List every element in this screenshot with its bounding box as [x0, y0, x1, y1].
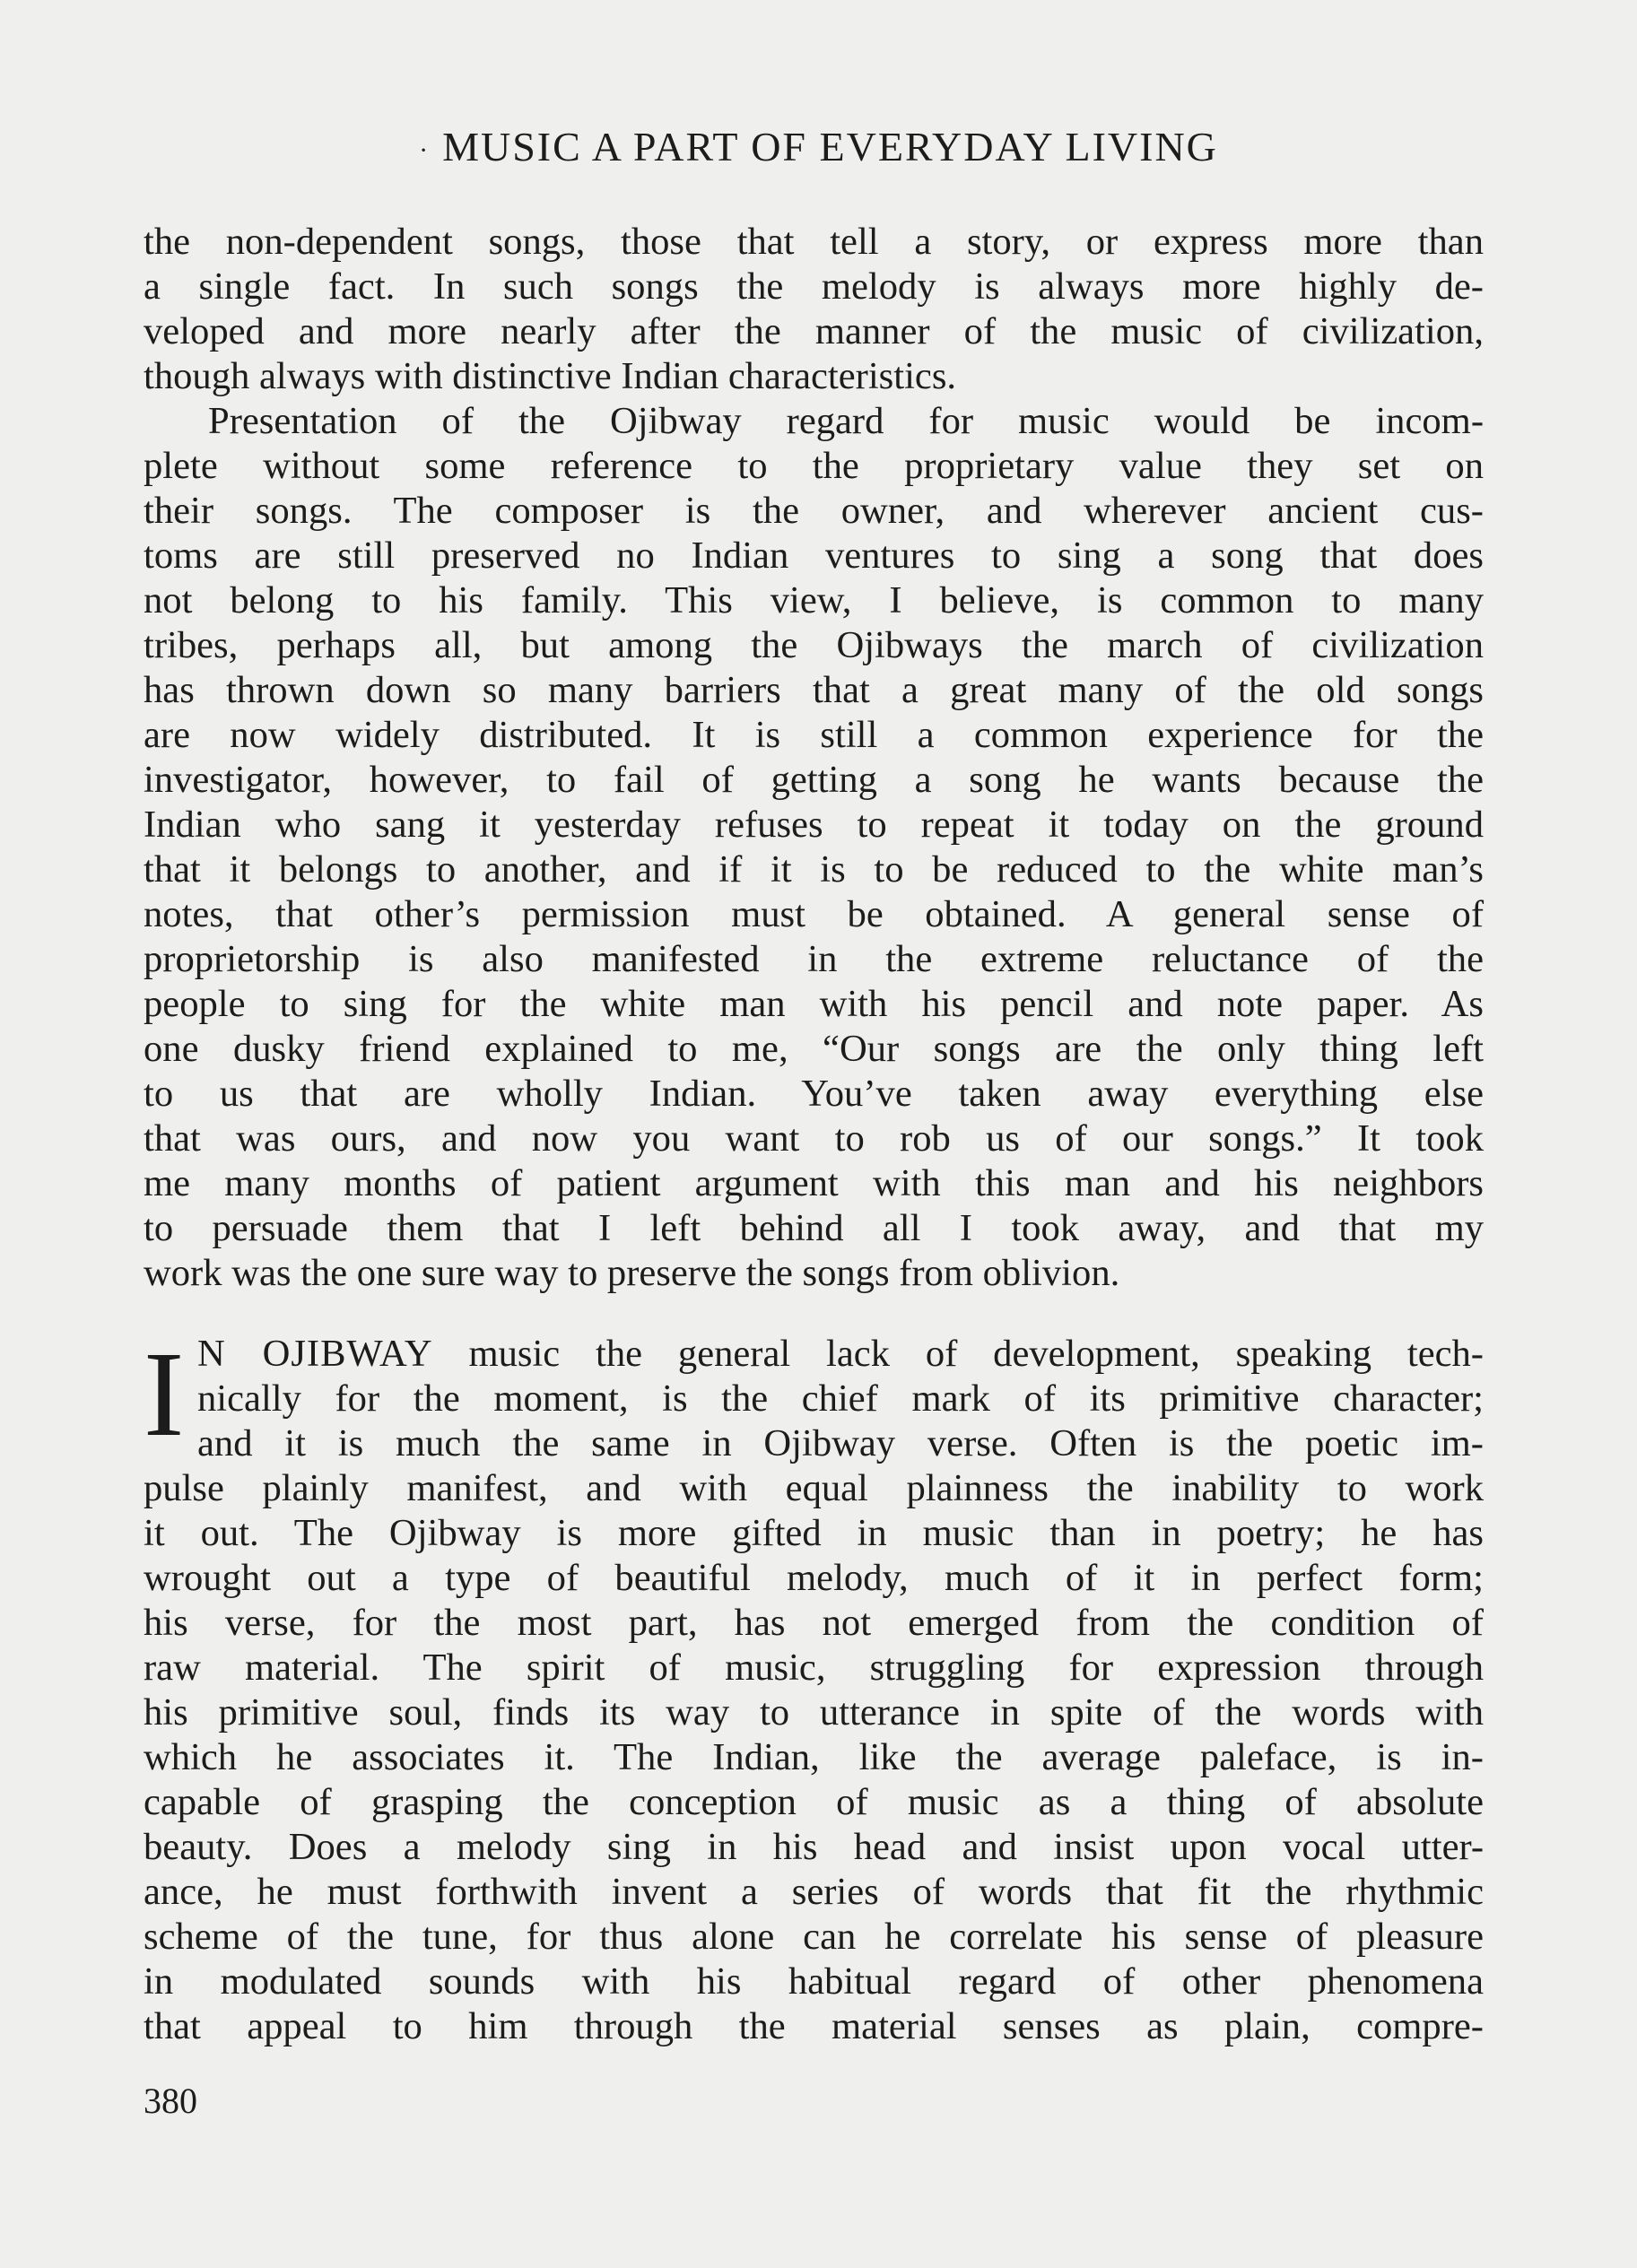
body-text-upper [144, 220, 1484, 1296]
drop-cap: I [144, 1337, 185, 1462]
text-line: his verse, for the most part, has not emerged from the condition of [144, 1602, 1484, 1644]
running-head-ornament: · [419, 135, 431, 166]
text-line: his primitive soul, finds its way to utterance in spite of the words with [144, 1691, 1484, 1734]
text-line: investigator, however, to fail of getting a song he wants because the [144, 759, 1484, 801]
text-line: veloped and more nearly after the manner of the music of civilization, [144, 310, 1484, 352]
text-line: proprietorship is also manifested in the extreme reluctance of the [144, 938, 1484, 980]
running-head [0, 120, 1637, 178]
text-line: scheme of the tune, for thus alone can he correlate his sense of pleasure [144, 1916, 1484, 1958]
running-head-text: MUSIC A PART OF EVERYDAY LIVING [442, 124, 1218, 169]
text-line: plete without some reference to the proprietary value they set on [144, 445, 1484, 487]
text-line: capable of grasping the conception of music as a thing of absolute [144, 1781, 1484, 1823]
text-line: me many months of patient argument with this man and his neighbors [144, 1162, 1484, 1204]
text-line [144, 1332, 1484, 1377]
text-line: the non-dependent songs, those that tell a story, or express more than [144, 221, 1484, 263]
page-number: 380 [144, 2081, 197, 2121]
text-line: not belong to his family. This view, I believe, is common to many [144, 579, 1484, 621]
text-line: raw material. The spirit of music, struggling for expression through [144, 1647, 1484, 1689]
text-line: a single fact. In such songs the melody is always more highly de- [144, 265, 1484, 308]
text-line: though always with distinctive Indian characteristics. [144, 355, 957, 397]
text-line: wrought out a type of beautiful melody, much of it in perfect form; [144, 1557, 1484, 1599]
body-text-lower [144, 1332, 1484, 2049]
text-line: in modulated sounds with his habitual regard of other phenomena [144, 1960, 1484, 2003]
text-line: work was the one sure way to preserve the songs from oblivion. [144, 1252, 1120, 1294]
text-line: Presentation of the Ojibway regard for music would be incom- [208, 400, 1484, 442]
text-line: that appeal to him through the material senses as plain, compre- [144, 2005, 1484, 2047]
text-line: notes, that other’s permission must be obtained. A general sense of [144, 893, 1484, 935]
text-line: people to sing for the white man with his pencil and note paper. As [144, 983, 1484, 1025]
text-line: that it belongs to another, and if it is to be reduced to the white man’s [144, 848, 1484, 891]
text-line: one dusky friend explained to me, “Our songs are the only thing left [144, 1028, 1484, 1070]
text-line: ance, he must forthwith invent a series of words that fit the rhythmic [144, 1871, 1484, 1913]
text-line: has thrown down so many barriers that a great many of the old songs [144, 669, 1484, 711]
text-line: and it is much the same in Ojibway verse. Often is the poetic im- [197, 1422, 1484, 1464]
text-line: toms are still preserved no Indian ventures to sing a song that does [144, 534, 1484, 577]
text-line: it out. The Ojibway is more gifted in music than in poetry; he has [144, 1512, 1484, 1554]
text-line: to us that are wholly Indian. You’ve taken away everything else [144, 1073, 1484, 1115]
text-line: nically for the moment, is the chief mark of its primitive character; [197, 1377, 1484, 1420]
text-line: that was ours, and now you want to rob us of our songs.” It took [144, 1117, 1484, 1160]
text-line: their songs. The composer is the owner, and wherever ancient cus- [144, 490, 1484, 532]
text-line: pulse plainly manifest, and with equal plainness the inability to work [144, 1467, 1484, 1509]
text-line: are now widely distributed. It is still a common experience for the [144, 714, 1484, 756]
lead-in-smallcaps: N OJIBWAY [197, 1333, 433, 1375]
text-line-rest: music the general lack of development, speaking tech- [432, 1333, 1484, 1375]
text-line: to persuade them that I left behind all I took away, and that my [144, 1207, 1484, 1249]
text-line: Indian who sang it yesterday refuses to repeat it today on the ground [144, 804, 1484, 846]
text-line: tribes, perhaps all, but among the Ojibways the march of civilization [144, 624, 1484, 666]
text-line: beauty. Does a melody sing in his head and insist upon vocal utter- [144, 1826, 1484, 1868]
text-line: which he associates it. The Indian, like the average paleface, is in- [144, 1736, 1484, 1778]
